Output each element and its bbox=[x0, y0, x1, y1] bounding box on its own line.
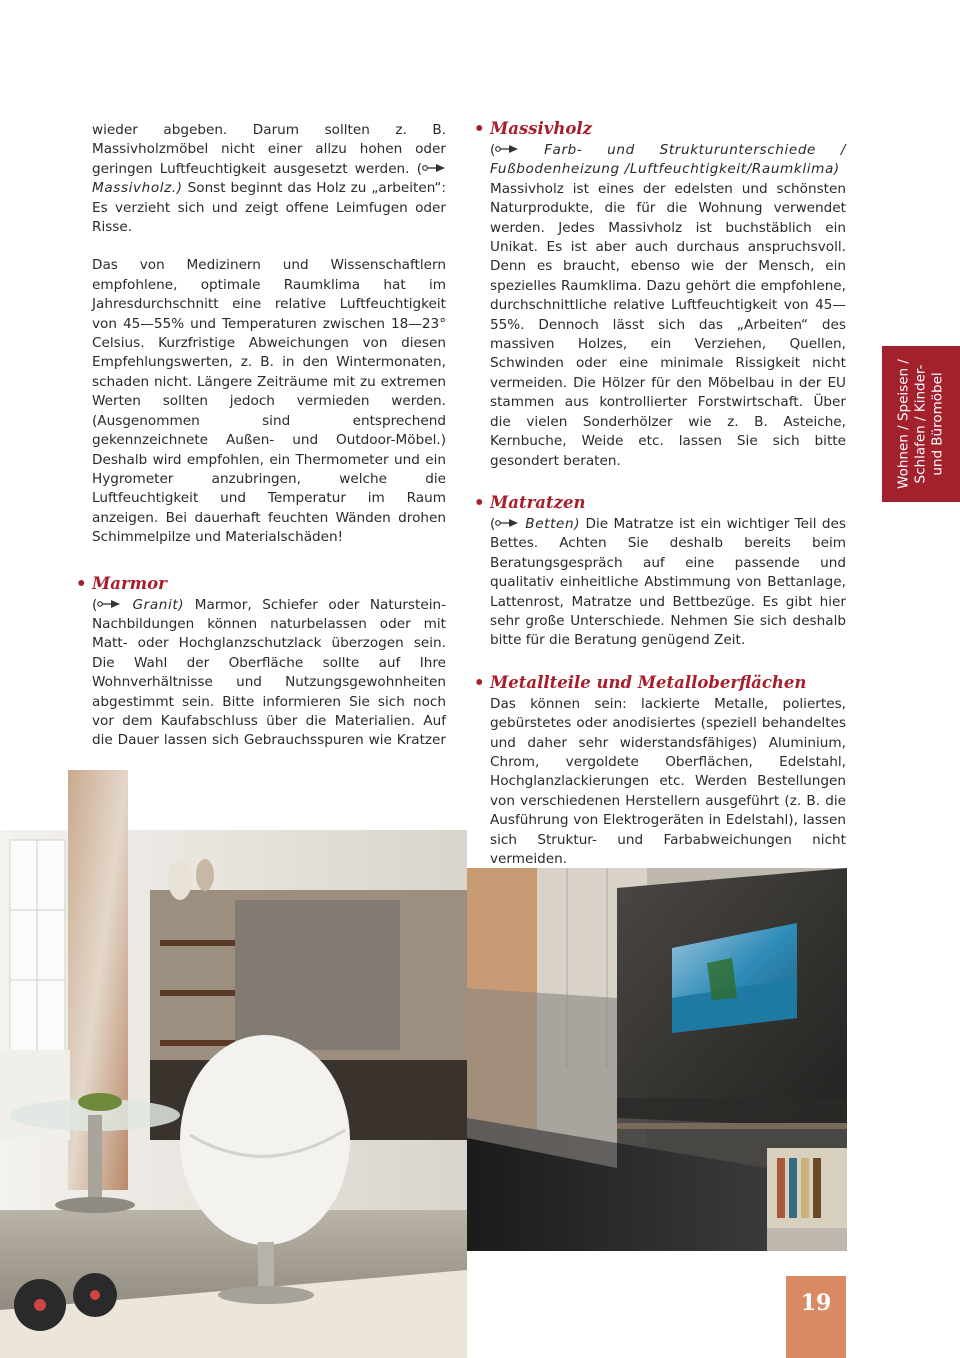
paragraph: ( Granit) Marmor, Schiefer oder Naturstein-Nachbildungen können naturbelassen oder mit Matt- oder Hochglanzschutzlack überzogen sein. Die Wahl der Oberfläche sollte auf Ihre Wohnverhältnisse und Nutzungsgewohnheiten abgestimmt sein. Bitte informieren Sie sich noch vor dem Kaufabschluss über die Materialien. Auf die Dauer lassen sich Gebrauchsspuren wie Kratzer bbox=[92, 596, 446, 749]
left-column bbox=[76, 121, 446, 809]
section-heading: • Marmor bbox=[76, 573, 167, 593]
arrow-icon bbox=[495, 518, 519, 528]
paragraph: wieder abgeben. Darum sollten z. B. Massivholzmöbel nicht einer allzu hohen oder geringen Luftfeuchtigkeit ausgesetzt werden. ( Massivholz.) Sonst beginnt das Holz zu „arbeiten“: Es verzieht sich und zeigt offene Leimfugen oder Risse. bbox=[92, 122, 446, 236]
page-number-box bbox=[786, 1276, 846, 1358]
paragraph: Das können sein: lackierte Metalle, poliertes, gebürstetes oder anodisiertes (speziell behandeltes und daher sehr widerstandsfähiges) Aluminium, Chrom, vergoldete Oberflächen, Edelstahl, Hochglanzlackierungen etc. Werden Bestellungen von verschiedenen Herstellern ausgeführt (z. B. die Ausführung von Elektrogeräten in Edelstahl), lassen sich Struktur- und Farbabweichungen nicht vermeiden. bbox=[490, 695, 846, 867]
section-heading: • Metallteile und Metalloberflächen bbox=[474, 672, 807, 692]
arrow-icon bbox=[97, 599, 121, 609]
chapter-side-tab bbox=[882, 346, 960, 502]
right-column bbox=[474, 119, 846, 947]
paragraph: ( Betten) Die Matratze ist ein wichtiger Teil des Bettes. Achten Sie deshalb bereits beim Beratungsgespräch auf eine passende und qualitativ einheitliche Abstimmung von Bettanlage, Lattenrost, Matratze und Bettbezüge. Es gibt hier sehr große Unterschiede. Nehmen Sie sich deshalb bitte für die Beratung genügend Zeit. bbox=[490, 515, 846, 649]
living-room-photo bbox=[0, 750, 467, 1358]
wall-unit-photo bbox=[467, 868, 847, 1251]
paragraph: Massivholz ist eines der edelsten und schönsten Naturprodukte, die für die Wohnung verwendet werden. Jedes Massivholz ist buchstäblich ein Unikat. Es ist aber auch durchaus anspruchsvoll. Denn es braucht, ebenso wie der Mensch, ein spezielles Raumklima. Dazu gehört die empfohlene, durchschnittliche relative Luftfeuchtigkeit von 45—55%. Dennoch lässt sich das „Arbeiten“ des massiven Holzes, ein Verziehen, Quellen, Schwinden oder eine minimale Rissigkeit nicht vermeiden. Die Hölzer für den Möbelbau in der EU stammen aus kontrollierter Forstwirtschaft. Über die vielen Sonderhölzer wie z. B. Asteiche, Kernbuche, Weide etc. lassen Sie sich bitte gesondert beraten. bbox=[490, 180, 846, 469]
page-number: 19 bbox=[800, 1290, 832, 1316]
section-heading: • Matratzen bbox=[474, 492, 586, 512]
chapter-label: Wohnen / Speisen / Schlafen / Kinder- und Büromöbel bbox=[895, 359, 946, 489]
reference-line: ( Farb- und Strukturunterschiede / Fußbodenheizung /Luftfeuchtigkeit/Raumklima) bbox=[490, 142, 846, 178]
arrow-icon bbox=[422, 163, 446, 173]
section-massivholz bbox=[474, 119, 846, 471]
section-heading: • Massivholz bbox=[474, 119, 593, 138]
arrow-icon bbox=[495, 144, 519, 154]
paragraph: Das von Medizinern und Wissenschaftlern empfohlene, optimale Raumklima hat im Jahresdurchschnitt eine relative Luftfeuchtigkeit von 45—55% und Temperaturen zwischen 18—23° Celsius. Kurzfristige Abweichungen von diesen Empfehlungswerten, z. B. in den Wintermonaten, schaden nicht. Längere Zeiträume mit zu extremen Werten sollten jedoch vermieden werden. (Ausgenommen sind entsprechend gekennzeichnete Außen- und Outdoor-Möbel.) Deshalb wird empfohlen, ein Thermometer und ein Hygrometer anzubringen, welche die Luftfeuchtigkeit und Temperatur im Raum anzeigen. Bei dauerhaft feuchten Wänden drohen Schimmelpilze und Materialschäden! bbox=[92, 257, 446, 546]
section-matratzen bbox=[474, 492, 846, 651]
